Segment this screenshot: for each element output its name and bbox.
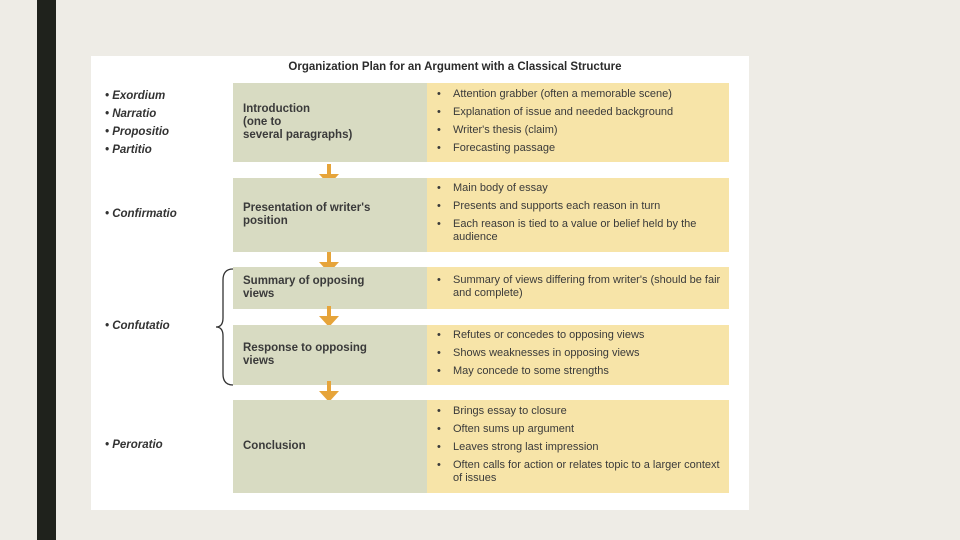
stage-label-line: several paragraphs) bbox=[243, 129, 353, 141]
bullet-point: • Attention grabber (often a memorable scene) bbox=[437, 88, 721, 101]
stage-label-line: views bbox=[243, 288, 275, 300]
stage-points-response-opposing bbox=[427, 325, 729, 385]
bullet-point: • Presents and supports each reason in turn bbox=[437, 200, 721, 213]
stage-label-line: views bbox=[243, 355, 275, 367]
stage-label-presentation bbox=[233, 178, 427, 252]
bullet-point: • Brings essay to closure bbox=[437, 405, 721, 418]
stage-label-line: Conclusion bbox=[243, 440, 306, 452]
diagram-title: Organization Plan for an Argument with a Classical Structure bbox=[288, 61, 622, 73]
term-confutatio: • Confutatio bbox=[105, 320, 170, 332]
bullet-point: • Refutes or concedes to opposing views bbox=[437, 329, 721, 342]
left-accent-bar bbox=[37, 0, 56, 540]
bullet-point: • Main body of essay bbox=[437, 182, 721, 195]
bullet-point: • Summary of views differing from writer's (should be fair and complete) bbox=[437, 274, 721, 300]
stage-label-line: Summary of opposing bbox=[243, 275, 365, 287]
bullet-point: • Leaves strong last impression bbox=[437, 441, 721, 454]
stage-points-introduction bbox=[427, 83, 729, 162]
term-peroratio: • Peroratio bbox=[105, 439, 163, 451]
stage-label-line: Presentation of writer's bbox=[243, 202, 371, 214]
stage-label-summary-opposing bbox=[233, 267, 427, 309]
term-partitio: • Partitio bbox=[105, 144, 152, 156]
stage-label-response-opposing bbox=[233, 325, 427, 385]
term-narratio: • Narratio bbox=[105, 108, 157, 120]
term-confirmatio: • Confirmatio bbox=[105, 208, 177, 220]
bullet-point: • Often sums up argument bbox=[437, 423, 721, 436]
stage-label-line: (one to bbox=[243, 116, 282, 128]
term-propositio: • Propositio bbox=[105, 126, 170, 138]
stage-points-summary-opposing bbox=[427, 267, 729, 309]
bullet-point: • Forecasting passage bbox=[437, 142, 721, 155]
bullet-point: • Shows weaknesses in opposing views bbox=[437, 347, 721, 360]
bullet-point: • Often calls for action or relates topic to a larger context of issues bbox=[437, 459, 721, 485]
brace-connector bbox=[215, 268, 235, 386]
stage-label-introduction bbox=[233, 83, 427, 162]
bullet-point: • Each reason is tied to a value or belief held by the audience bbox=[437, 218, 721, 244]
stage-label-conclusion bbox=[233, 400, 427, 493]
stage-label-line: Introduction bbox=[243, 103, 311, 115]
stage-points-conclusion bbox=[427, 400, 729, 493]
term-exordium: • Exordium bbox=[105, 90, 166, 102]
stage-label-line: Response to opposing bbox=[243, 342, 367, 354]
stage-label-line: position bbox=[243, 215, 288, 227]
diagram-panel bbox=[91, 56, 749, 510]
stage-points-presentation bbox=[427, 178, 729, 252]
bullet-point: • Explanation of issue and needed background bbox=[437, 106, 721, 119]
bullet-point: • May concede to some strengths bbox=[437, 365, 721, 378]
bullet-point: • Writer's thesis (claim) bbox=[437, 124, 721, 137]
